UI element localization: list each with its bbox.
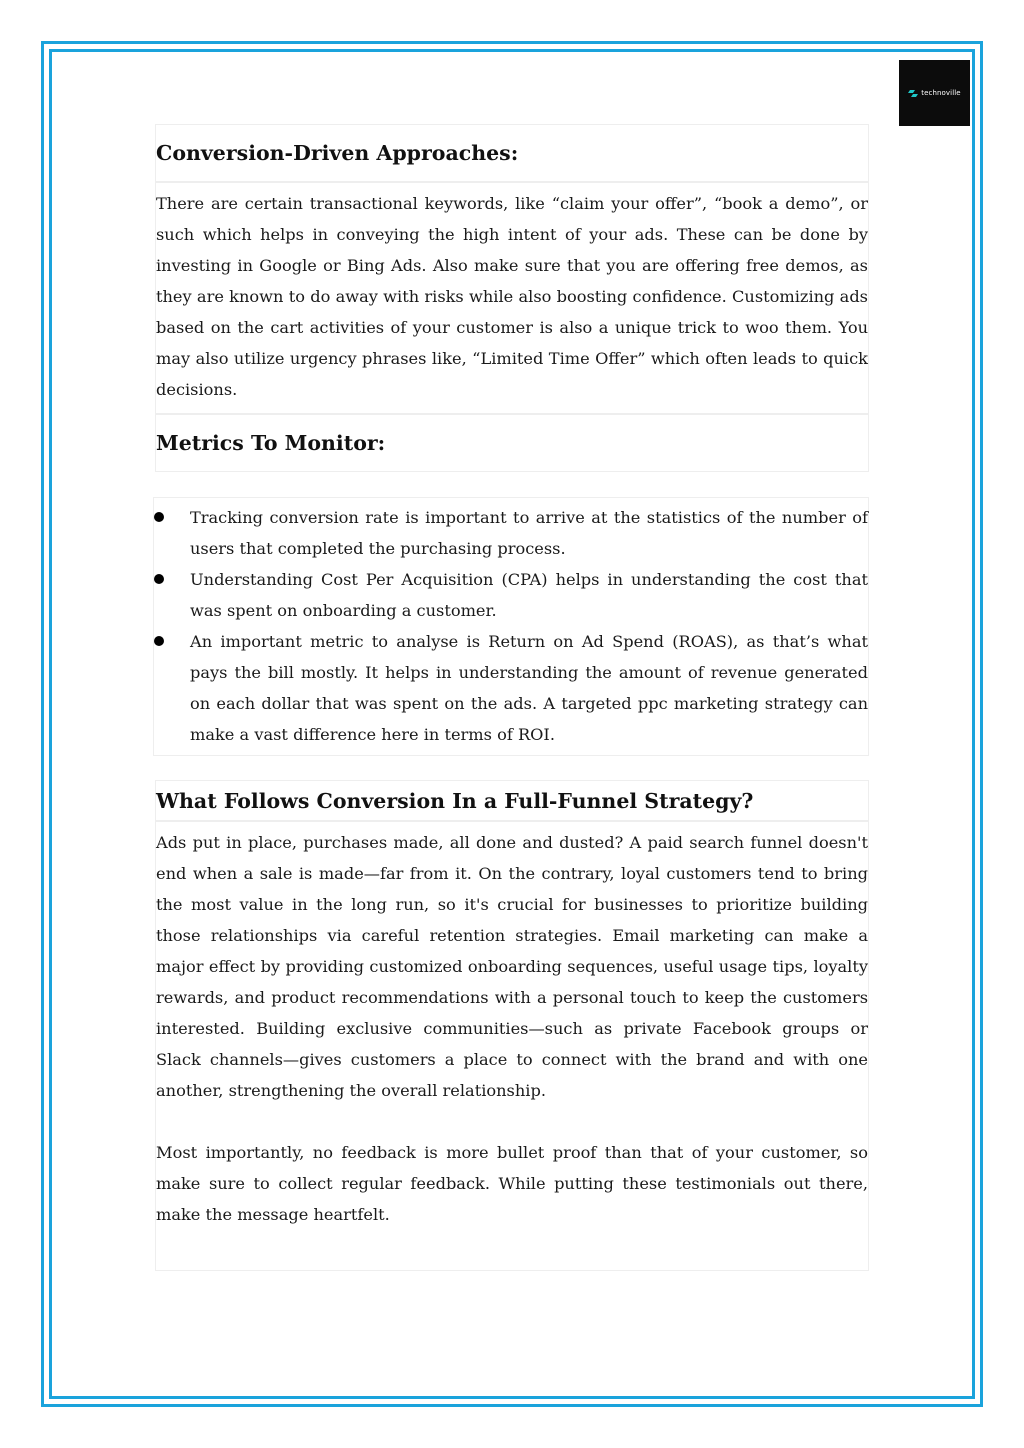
full-funnel-paragraph-1: Ads put in place, purchases made, all done and dusted? A paid search funnel doesn't end when a sale is made—far from it. On the contrary, loyal customers tend to bring the most value in the long run, so it's crucial for businesses to prioritize building those relationships via careful retention strategies. Email marketing can make a major effect by providing customized onboarding sequences, useful usage tips, loyalty rewards, and product recommendations with a personal touch to keep the customers interested. Building exclusive communities—such as private Facebook groups or Slack channels—gives customers a place to connect with the brand and with one another, strengthening the overall relationship.	[156, 833, 868, 1100]
conversion-heading: Conversion-Driven Approaches:	[156, 141, 519, 165]
list-item	[154, 564, 868, 626]
bullet-icon	[154, 512, 164, 522]
metrics-bullet-text: Understanding Cost Per Acquisition (CPA) helps in understanding the cost that was spent on onboarding a customer.	[190, 570, 868, 620]
full-funnel-body-box	[155, 821, 869, 1271]
metrics-heading: Metrics To Monitor:	[156, 431, 386, 455]
document-content	[155, 124, 869, 1271]
section-heading-box	[155, 414, 869, 472]
metrics-list-box	[153, 497, 869, 756]
list-item	[154, 626, 868, 750]
section-heading-box	[155, 124, 869, 182]
bullet-icon	[154, 574, 164, 584]
conversion-paragraph-box	[155, 182, 869, 414]
technoville-logo-icon	[908, 90, 919, 97]
full-funnel-paragraph-2: Most importantly, no feedback is more bullet proof than that of your customer, so make sure to collect regular feedback. While putting these testimonials out there, make the message heartfelt.	[156, 1143, 868, 1224]
list-item	[154, 502, 868, 564]
bullet-icon	[154, 636, 164, 646]
conversion-paragraph: There are certain transactional keywords, like “claim your offer”, “book a demo”, or such which helps in conveying the high intent of your ads. These can be done by investing in Google or Bing Ads. Also make sure that you are offering free demos, as they are known to do away with risks while also boosting confidence. Customizing ads based on the cart activities of your customer is also a unique trick to woo them. You may also utilize urgency phrases like, “Limited Time Offer” which often leads to quick decisions.	[156, 194, 868, 399]
technoville-logo	[899, 60, 970, 126]
metrics-list	[154, 498, 868, 755]
metrics-bullet-text: Tracking conversion rate is important to arrive at the statistics of the number of users that completed the purchasing process.	[190, 508, 868, 558]
full-funnel-heading: What Follows Conversion In a Full-Funnel Strategy?	[156, 788, 754, 813]
logo-wordmark: technoville	[921, 89, 961, 97]
section-heading-box	[155, 780, 869, 821]
metrics-bullet-text: An important metric to analyse is Return on Ad Spend (ROAS), as that’s what pays the bill mostly. It helps in understanding the amount of revenue generated on each dollar that was spent on the ads. A targeted ppc marketing strategy can make a vast difference here in terms of ROI.	[190, 632, 868, 744]
